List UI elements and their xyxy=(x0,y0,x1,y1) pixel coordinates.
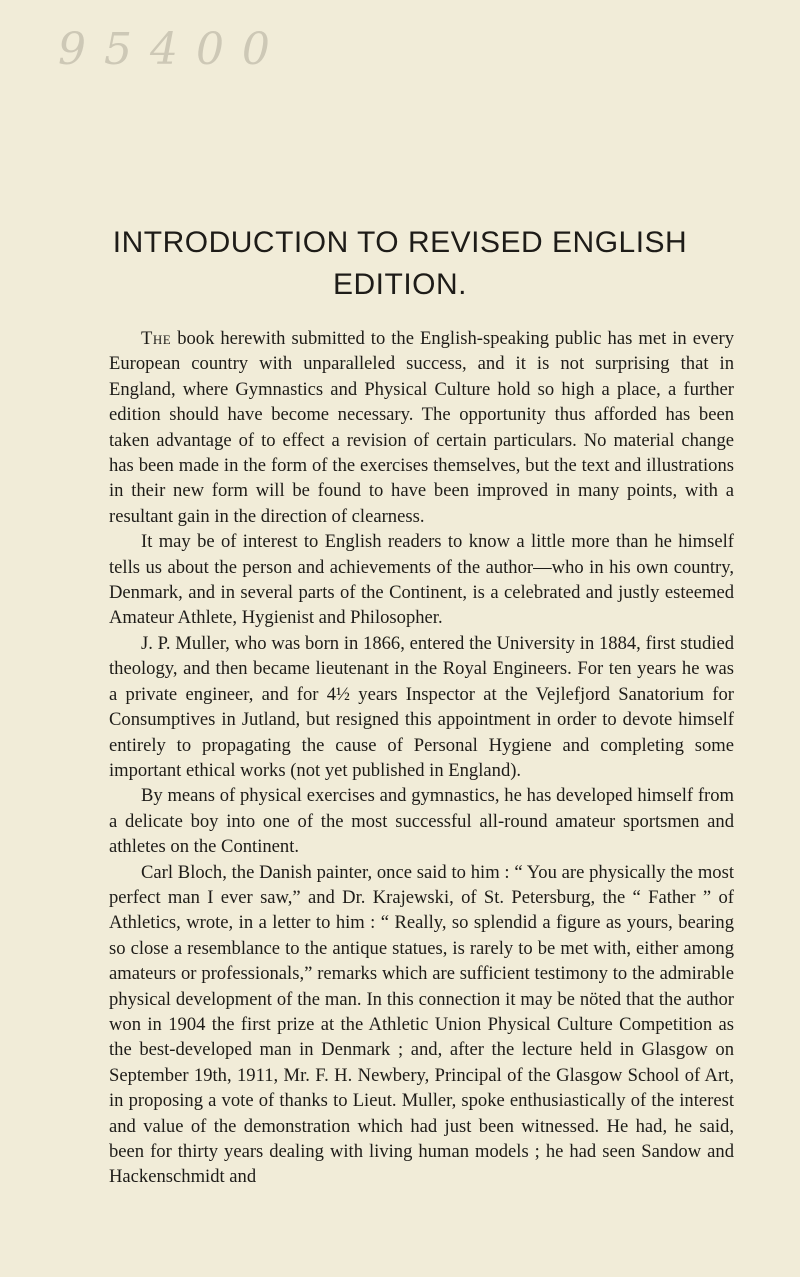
paragraph-4: By means of physical exercises and gymnastics, he has developed himself from a delicate boy into one of the most successful all-round amateur sportsmen and athletes on the Continent. xyxy=(109,785,734,858)
title-line-2: EDITION. xyxy=(332,268,467,301)
handwritten-accession-mark: 9 5 4 0 0 xyxy=(58,24,272,75)
paragraph-1 xyxy=(109,326,734,529)
paragraph-2: It may be of interest to English readers to know a little more than he himself tells us about the person and achievements of the author—who in his own country, Denmark, and in several parts of the Continent, is a celebrated and justly esteemed Amateur Athlete, Hygienist and Philosopher. xyxy=(109,531,734,629)
title-line-1: INTRODUCTION TO REVISED ENGLISH xyxy=(112,226,688,259)
paragraph-1-text: book herewith submitted to the English-speaking public has met in every European country with unparalleled success, and it is not surprising that in England, where Gymnastics and Physical Culture hold so high a place, a further edition should have become necessary. The opportunity thus afforded has been taken advantage of to effect a revision of certain particulars. No material change has been made in the form of the exercises themselves, but the text and illustrations in their new form will be found to have been improved in many points, with a resultant gain in the direction of clearness. xyxy=(109,328,734,527)
page-title xyxy=(0,222,800,306)
paragraph-3: J. P. Muller, who was born in 1866, entered the University in 1884, first studied theology, and then became lieutenant in the Royal Engineers. For ten years he was a private engineer, and for 4½ years Inspector at the Vejlefjord Sanatorium for Consumptives in Jutland, but resigned this appointment in order to devote himself entirely to propagating the cause of Personal Hygiene and completing some important ethical works (not yet published in England). xyxy=(109,632,734,781)
paragraph-5: Carl Bloch, the Danish painter, once said to him : “ You are physically the most perfect man I ever saw,” and Dr. Krajewski, of St. Petersburg, the “ Father ” of Athletics, wrote, in a letter to him : “ Really, so splendid a figure as yours, bearing so close a resemblance to the antique statues, is rarely to be met with, either among amateurs or professionals,” remarks which are sufficient testimony to the admirable physical development of the man. In this connection it may be nöted that the author won in 1904 the first prize at the Athletic Union Physical Culture Competition as the best-developed man in Denmark ; and, after the lecture held in Glasgow on September 19th, 1911, Mr. F. H. Newbery, Principal of the Glasgow School of Art, in proposing a vote of thanks to Lieut. Muller, spoke enthusiastically of the interest and value of the demonstration which had just been witnessed. He had, he said, been for thirty years dealing with living human models ; he had seen Sandow and Hackenschmidt and xyxy=(109,861,734,1188)
body-text xyxy=(109,326,734,1190)
paragraph-lead-word: The xyxy=(141,328,172,349)
